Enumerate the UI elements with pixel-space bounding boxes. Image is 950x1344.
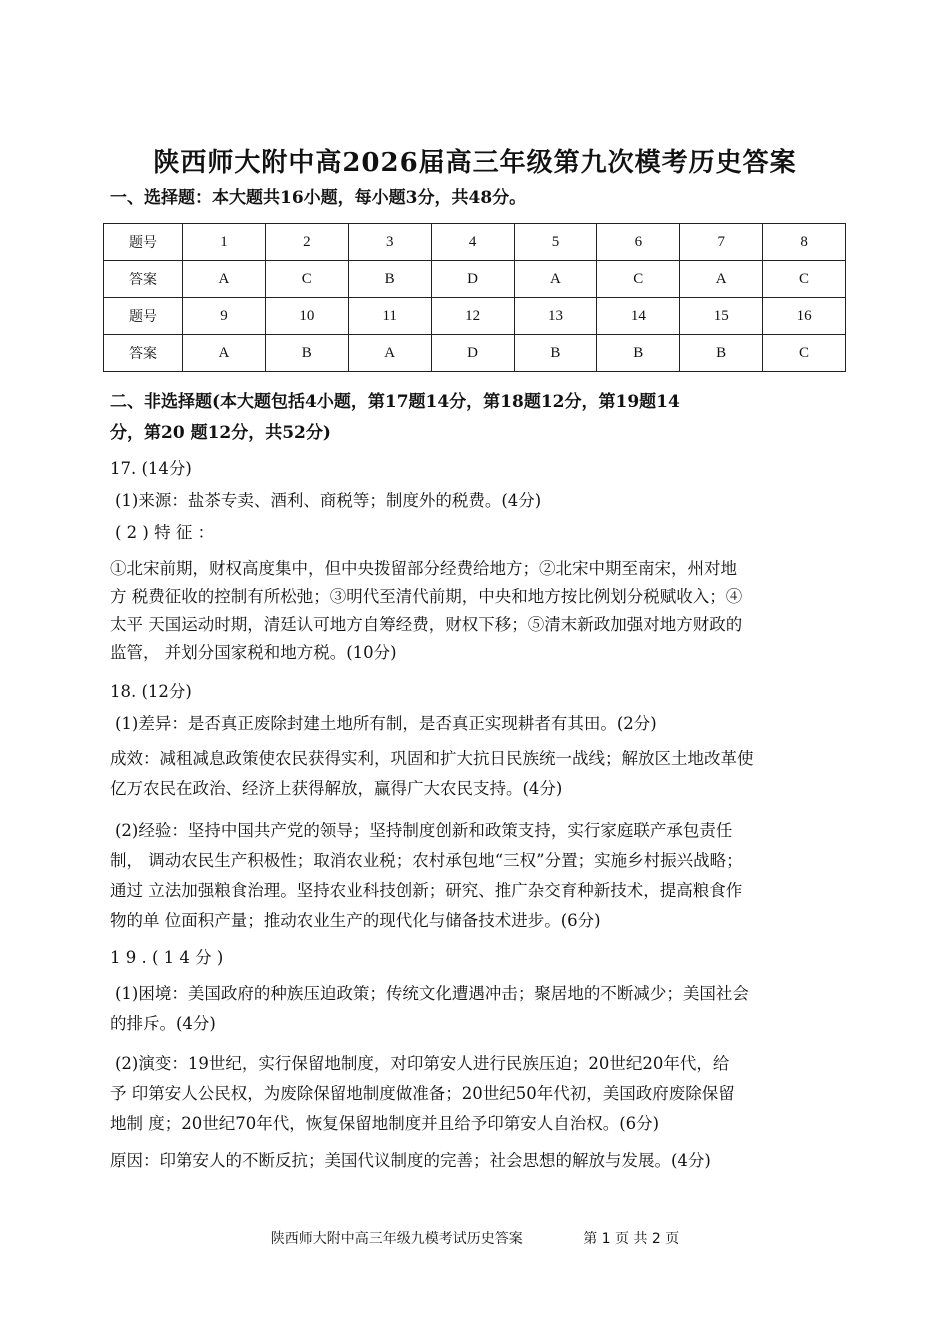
table-cell: 1 <box>183 224 266 261</box>
table-row <box>104 335 846 372</box>
table-cell: 5 <box>514 224 597 261</box>
answer-line: 太平 天国运动时期，清廷认可地方自筹经费，财权下移；⑤清末新政加强对地方财政的 <box>110 615 743 634</box>
answer-line: 亿万农民在政治、经济上获得解放，赢得广大农民支持。(4分) <box>110 779 563 798</box>
table-cell: C <box>763 261 846 298</box>
answer-line: 监管， 并划分国家税和地方税。(10分) <box>110 643 397 662</box>
page-title: 陕西师大附中高2026届高三年级第九次模考历史答案 <box>153 148 797 178</box>
table-cell: A <box>680 261 763 298</box>
table-cell: 8 <box>763 224 846 261</box>
table-cell: 10 <box>265 298 348 335</box>
table-cell: 12 <box>431 298 514 335</box>
table-cell: B <box>265 335 348 372</box>
row-label: 答案 <box>104 261 183 298</box>
table-row <box>104 261 846 298</box>
table-cell: 16 <box>763 298 846 335</box>
answer-line: (1)困境：美国政府的种族压迫政策；传统文化遭遇冲击；聚居地的不断减少；美国社会 <box>115 984 749 1003</box>
table-cell: B <box>680 335 763 372</box>
table-cell: A <box>183 261 266 298</box>
answer-line: 通过 立法加强粮食治理。坚持农业科技创新；研究、推广杂交育种新技术，提高粮食作 <box>110 881 743 900</box>
table-cell: A <box>514 261 597 298</box>
question-18-header: 18. (12分) <box>110 682 192 701</box>
answer-line: (2)经验：坚持中国共产党的领导；坚持制度创新和政策支持，实行家庭联产承包责任 <box>115 821 733 840</box>
answer-line: ( 2 ) 特 征 ： <box>115 523 215 542</box>
table-cell: A <box>348 335 431 372</box>
answer-line: ①北宋前期，财权高度集中，但中央拨留部分经费给地方；②北宋中期至南宋，州对地 <box>110 559 737 578</box>
answer-line: (1)差异：是否真正废除封建土地所有制，是否真正实现耕者有其田。(2分) <box>115 714 657 733</box>
question-19-header: 1 9 . ( 1 4 分 ) <box>110 948 224 967</box>
answer-line: 物的单 位面积产量；推动农业生产的现代化与储备技术进步。(6分) <box>110 911 601 930</box>
table-cell: D <box>431 335 514 372</box>
question-17-header: 17. (14分) <box>110 459 192 478</box>
table-cell: C <box>597 261 680 298</box>
table-row <box>104 224 846 261</box>
table-cell: D <box>431 261 514 298</box>
table-row <box>104 298 846 335</box>
footer-title: 陕西师大附中高三年级九模考试历史答案 <box>270 1231 523 1247</box>
table-cell: 7 <box>680 224 763 261</box>
answer-line: 方 税费征收的控制有所松弛；③明代至清代前期，中央和地方按比例划分税赋收入；④ <box>110 587 743 606</box>
row-label: 题号 <box>104 224 183 261</box>
row-label: 题号 <box>104 298 183 335</box>
answer-line: 地制 度；20世纪70年代，恢复保留地制度并且给予印第安人自治权。(6分) <box>110 1114 660 1133</box>
answer-line: (1)来源：盐茶专卖、酒利、商税等；制度外的税费。(4分) <box>115 491 542 510</box>
section1-heading: 一、选择题：本大题共16小题，每小题3分，共48分。 <box>110 188 527 208</box>
table-cell: 14 <box>597 298 680 335</box>
table-cell: 15 <box>680 298 763 335</box>
page-footer <box>0 1228 950 1248</box>
table-cell: 6 <box>597 224 680 261</box>
table-cell: 2 <box>265 224 348 261</box>
answer-line: (2)演变：19世纪，实行保留地制度，对印第安人进行民族压迫；20世纪20年代，给 <box>115 1054 730 1073</box>
answer-line: 予 印第安人公民权，为废除保留地制度做准备；20世纪50年代初，美国政府废除保留 <box>110 1084 735 1103</box>
table-cell: A <box>183 335 266 372</box>
section2-heading-line1: 二、非选择题(本大题包括4小题，第17题14分，第18题12分，第19题14 <box>110 392 680 412</box>
answer-line: 制， 调动农民生产积极性；取消农业税；农村承包地“三权”分置；实施乡村振兴战略； <box>110 851 743 870</box>
section2-heading-line2: 分，第20 题12分，共52分) <box>110 423 331 443</box>
answer-line: 成效：减租减息政策使农民获得实利，巩固和扩大抗日民族统一战线；解放区土地改革使 <box>110 749 754 768</box>
table-cell: 13 <box>514 298 597 335</box>
table-cell: 9 <box>183 298 266 335</box>
table-cell: 4 <box>431 224 514 261</box>
table-cell: C <box>265 261 348 298</box>
answer-line: 的排斥。(4分) <box>110 1014 216 1033</box>
table-cell: 3 <box>348 224 431 261</box>
answer-table <box>103 223 846 372</box>
answer-line: 原因：印第安人的不断反抗；美国代议制度的完善；社会思想的解放与发展。(4分) <box>110 1151 711 1170</box>
page-number: 第 1 页 共 2 页 <box>583 1231 680 1247</box>
table-cell: B <box>348 261 431 298</box>
table-cell: B <box>597 335 680 372</box>
table-cell: B <box>514 335 597 372</box>
row-label: 答案 <box>104 335 183 372</box>
table-cell: 11 <box>348 298 431 335</box>
table-cell: C <box>763 335 846 372</box>
